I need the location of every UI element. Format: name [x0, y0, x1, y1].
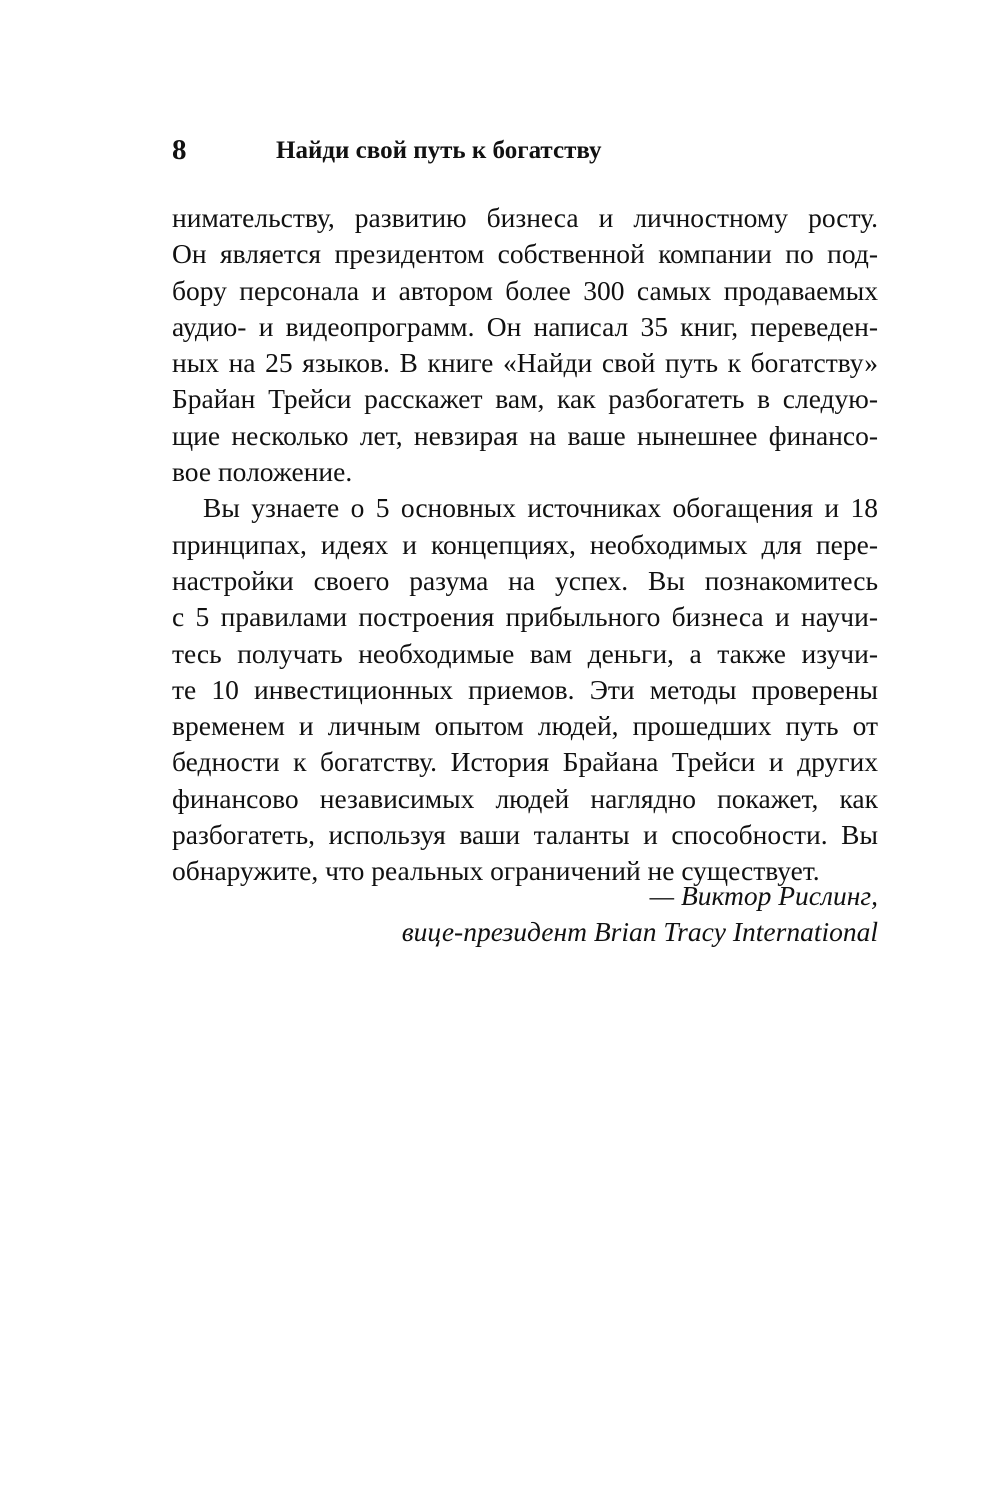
running-title: Найди свой путь к богатству [276, 137, 602, 164]
signature [172, 878, 878, 951]
text-line: принципах, идеях и концепциях, необходимых для пере- [172, 528, 878, 560]
text-line: Брайан Трейси расскажет вам, как разбогатеть в следую- [172, 383, 878, 415]
paragraph-1 [172, 200, 878, 490]
text-line: тесь получать необходимые вам деньги, а также изучи- [172, 637, 878, 669]
text-line: вое положение. [172, 456, 353, 488]
text-line: Он является президентом собственной компании по под- [172, 238, 878, 270]
running-head [170, 132, 880, 172]
page-number: 8 [172, 134, 187, 166]
text-line: настройки своего разума на успех. Вы познакомитесь [172, 564, 878, 596]
paragraph-2 [172, 490, 878, 889]
text-line: с 5 правилами построения прибыльного бизнеса и научи- [172, 601, 878, 633]
text-line: разбогатеть, используя ваши таланты и способности. Вы [172, 819, 878, 851]
text-line: бору персонала и автором более 300 самых продаваемых [172, 274, 878, 306]
signature-name: — Виктор Рислинг, [649, 880, 878, 911]
text-line: те 10 инвестиционных приемов. Эти методы проверены [172, 673, 878, 705]
text-line: временем и личным опытом людей, прошедших путь от [172, 710, 878, 742]
text-line: аудио- и видеопрограмм. Он написал 35 книг, переведен- [172, 310, 878, 342]
signature-position: вице-президент Brian Tracy International [401, 916, 878, 948]
text-line: нимательству, развитию бизнеса и личностному росту. [172, 202, 878, 233]
text-line: финансово независимых людей наглядно покажет, как [172, 782, 878, 814]
text-line: ных на 25 языков. В книге «Найди свой путь к богатству» [172, 347, 878, 379]
text-line: щие несколько лет, невзирая на ваше нынешнее финансо- [172, 419, 878, 451]
body-text [172, 200, 878, 890]
text-line: обнаружите, что реальных ограничений не существует. [172, 855, 820, 887]
text-line: бедности к богатству. История Брайана Трейси и других [172, 746, 878, 778]
text-line: Вы узнаете о 5 основных источниках обогащения и 18 [203, 492, 878, 524]
